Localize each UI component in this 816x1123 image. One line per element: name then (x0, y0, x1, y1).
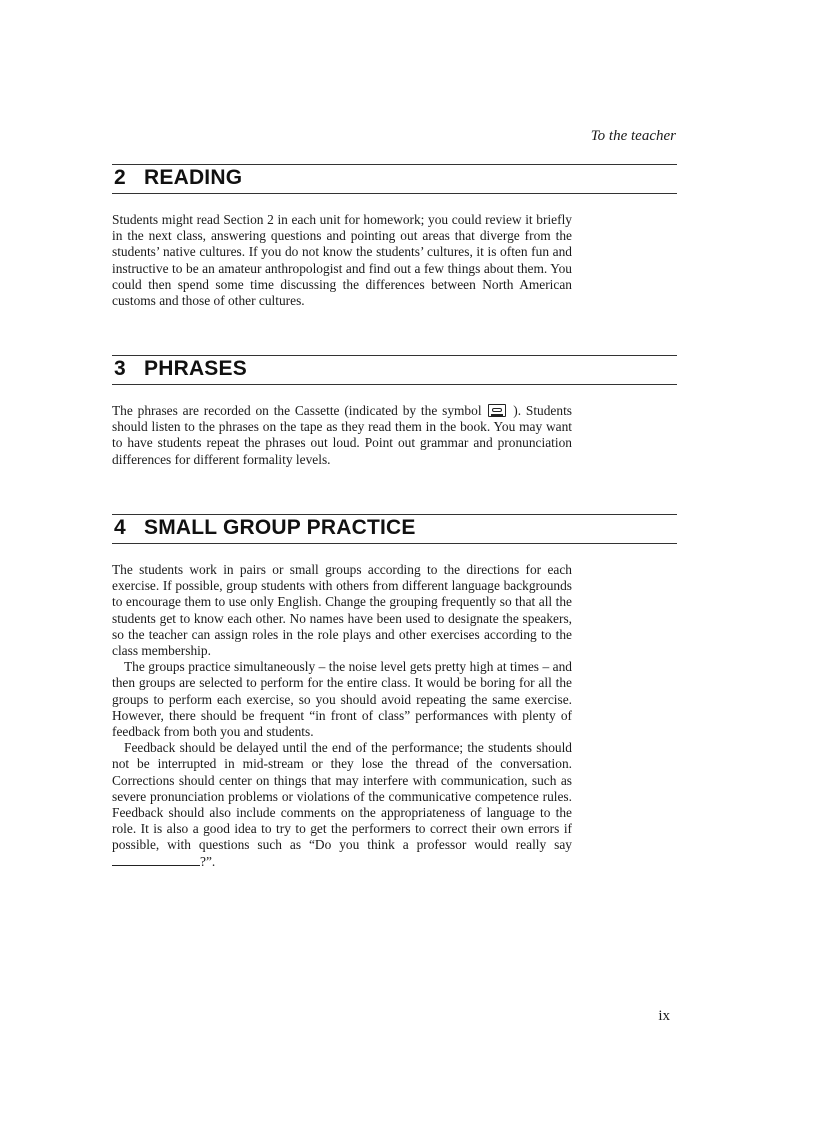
paragraph: The groups practice simultaneously – the noise level gets pretty high at times – and then groups are selected to perform for the entire class. It would be boring for all the groups to perform each exercise, so you should avoid repeating the same exercise. However, there should be frequent “in front of class” performances with plenty of feedback from both you and students. (112, 659, 572, 740)
section-number: 2 (114, 166, 126, 189)
section-phrases (112, 355, 677, 468)
paragraph-text: ). Students should listen to the phrases on the tape as they read them in the book. You may want to have students repeat the phrases out loud. Point out grammar and pronunciation differences for different formality levels. (112, 403, 572, 467)
section-small-group-practice (112, 514, 677, 870)
section-title: SMALL GROUP PRACTICE (144, 516, 416, 539)
section-heading (112, 355, 677, 385)
section-body (112, 212, 572, 309)
paragraph (112, 740, 572, 870)
section-reading (112, 164, 677, 309)
section-number: 4 (114, 516, 126, 539)
cassette-icon (488, 404, 506, 417)
page-number: ix (658, 1008, 670, 1024)
fill-in-blank (112, 855, 200, 866)
paragraph-text: The phrases are recorded on the Cassette (indicated by the symbol (112, 403, 482, 418)
section-body (112, 403, 572, 468)
section-heading (112, 164, 677, 194)
section-heading (112, 514, 677, 544)
paragraph-text: Feedback should be delayed until the end of the performance; the students should not be interrupted in mid-stream or they lose the thread of the conversation. Corrections should center on things that may interfere with communication, such as severe pronunciation problems or violations of the communicative competence rules. Feedback should also include comments on the appropriateness of language to the role. It is also a good idea to try to get the performers to correct their own errors if possible, with questions such as “Do you think a professor would really say (112, 740, 572, 853)
section-number: 3 (114, 357, 126, 380)
section-body (112, 562, 572, 870)
paragraph (112, 403, 572, 468)
paragraph-text: ?”. (200, 853, 216, 869)
paragraph: Students might read Section 2 in each unit for homework; you could review it briefly in the next class, answering questions and pointing out areas that diverge from the students’ native cultures. If you do not know the students’ cultures, it is often fun and instructive to be an amateur anthropologist and find out a few things about them. You could then spend some time discussing the differences between North American customs and those of other cultures. (112, 212, 572, 309)
running-header: To the teacher (590, 128, 676, 144)
section-title: READING (144, 166, 243, 189)
section-title: PHRASES (144, 357, 247, 380)
paragraph: The students work in pairs or small groups according to the directions for each exercise. If possible, group students with others from different language backgrounds to encourage them to use only English. Change the grouping frequently so that all the students get to know each other. No names have been used to designate the speakers, so the teacher can assign roles in the role plays and other exercises according to the class membership. (112, 562, 572, 659)
